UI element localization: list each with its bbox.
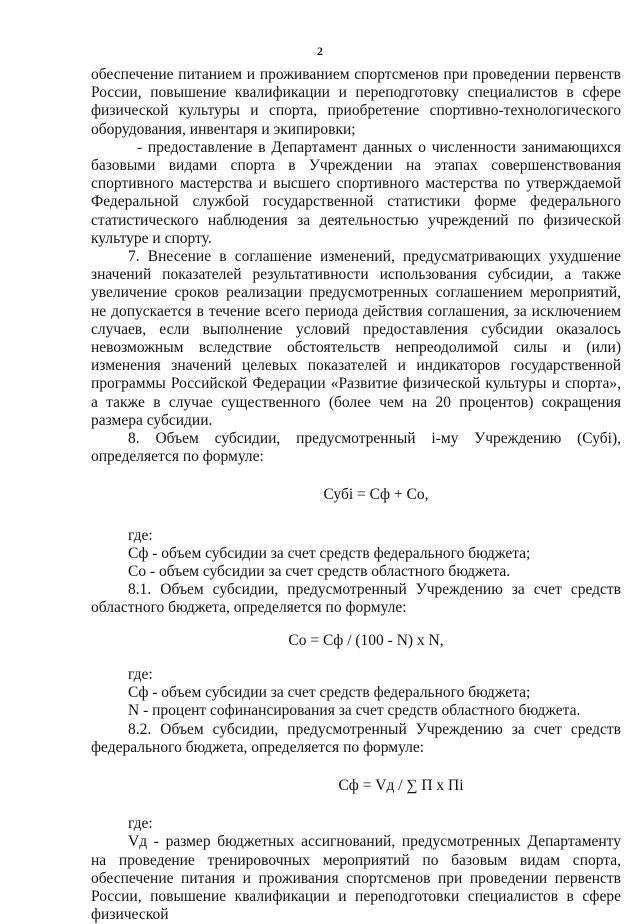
where-label: где: xyxy=(128,526,153,544)
paragraph-8-2-federal-subsidy: 8.2. Объем субсидии, предусмотренный Учреждению за счет средств федерального бюджета, определяется по формуле: xyxy=(91,720,621,756)
paragraph-7-agreement-changes: 7. Внесение в соглашение изменений, предусматривающих ухудшение значений показателей результативности использования субсидии, а также увеличение сроков реализации предусмотренных соглашением мероприятий, не допускается в течение всего периода действия соглашения, за исключением случаев, если выполнение условий предоставления субсидии оказалось невозможным вследствие обстоятельств непреодолимой силы и (или) изменения значений целевых показателей и индикаторов государственной программы Российской Федерации «Развитие физической культуры и спорта», а также в случае существенного (более чем на 20 процентов) сокращения размера субсидии. xyxy=(91,248,621,429)
paragraph-continuation: обеспечение питанием и проживанием спортсменов при проведении первенств России, повышение квалификации и переподготовку специалистов в сфере физической культуры и спорта, приобретение спортивно-технологического оборудования, инвентаря и экипировки; xyxy=(91,66,621,138)
formula-regional-subsidy: Со = Сф / (100 - N) x N, xyxy=(288,631,444,649)
page-number: 2 xyxy=(317,44,323,58)
document-body xyxy=(91,66,621,924)
paragraph-8-subsidy-volume: 8. Объем субсидии, предусмотренный i-му Учреждению (Субi), определяется по формуле: xyxy=(91,430,621,466)
definition-budget-allocations: Vд - размер бюджетных ассигнований, предусмотренных Департаменту на проведение тренировочных мероприятий по базовым видам спорта, обеспечение питания и проживания спортсменов при проведении первенств России, повышение квалификации и переподготовки специалистов в сфере физической xyxy=(91,833,621,924)
formula-total-subsidy: Субi = Сф + Со, xyxy=(323,486,429,504)
definition-federal: Сф - объем субсидии за счет средств федерального бюджета; xyxy=(128,544,531,562)
where-label: где: xyxy=(128,815,153,833)
paragraph-8-1-regional-subsidy: 8.1. Объем субсидии, предусмотренный Учреждению за счет средств областного бюджета, определяется по формуле: xyxy=(91,581,621,617)
definition-cofinancing-percent: N - процент софинансирования за счет средств областного бюджета. xyxy=(128,702,581,720)
paragraph-data-provision: - предоставление в Департамент данных о численности занимающихся базовыми видами спорта в Учреждении на этапах совершенствования спортивного мастерства и высшего спортивного мастерства по утверждаемой Федеральной службой государственной статистики форме федерального статистического наблюдения за деятельностью учреждений по физической культуре и спорту. xyxy=(91,138,621,247)
definition-federal: Сф - объем субсидии за счет средств федерального бюджета; xyxy=(128,684,531,702)
definition-regional: Со - объем субсидии за счет средств областного бюджета. xyxy=(128,563,511,581)
where-label: где: xyxy=(128,665,153,683)
formula-federal-subsidy: Сф = Vд / ∑ П x Пi xyxy=(338,776,464,794)
